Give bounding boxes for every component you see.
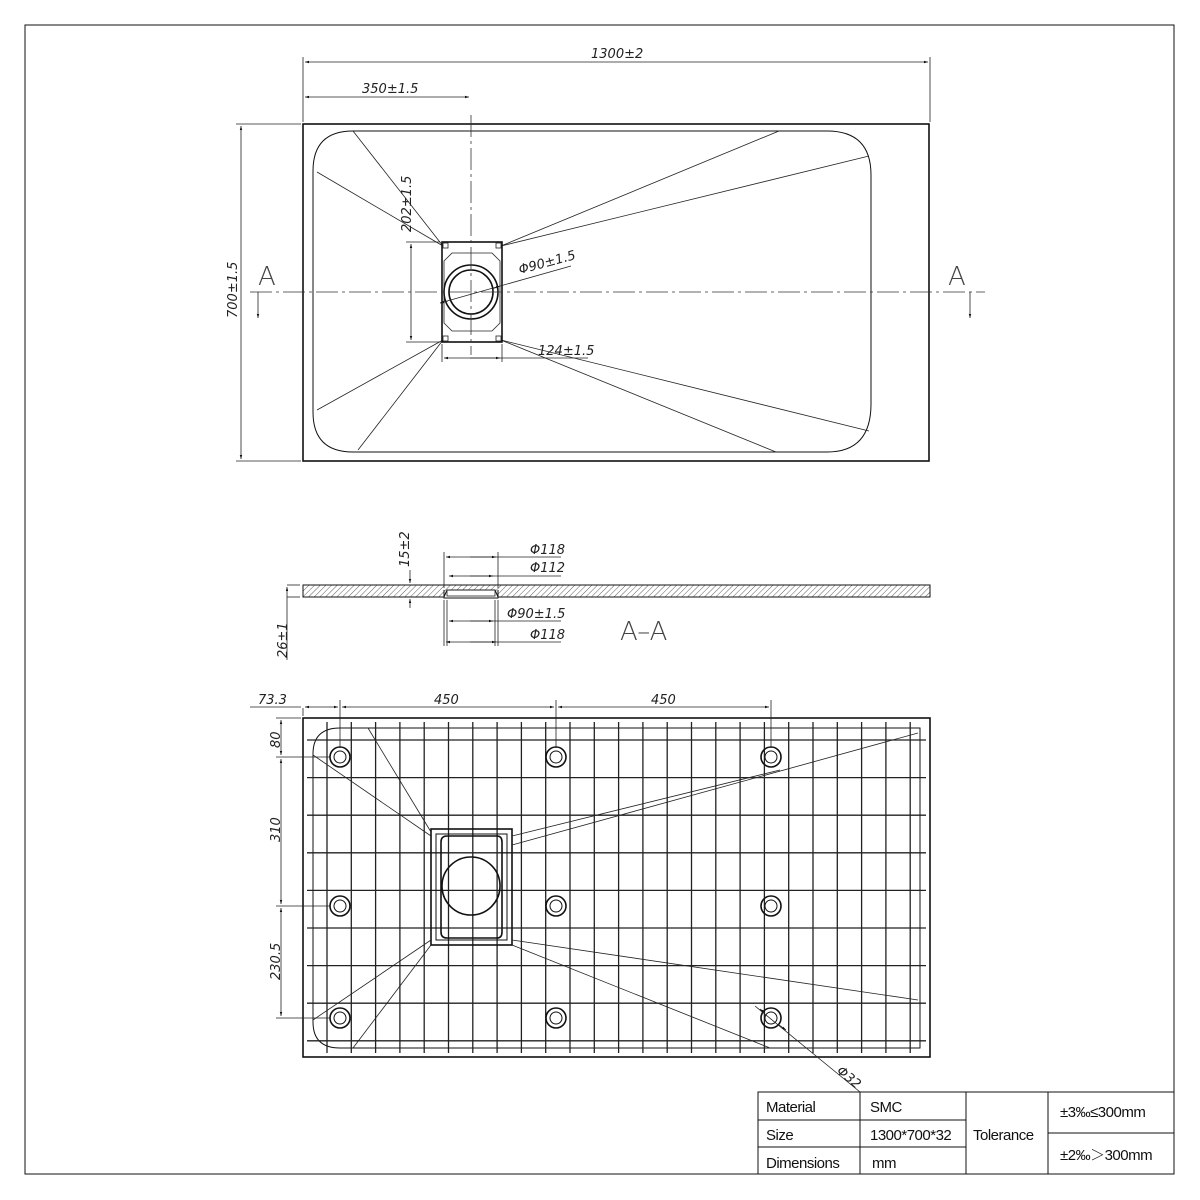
dim-row-spacing-2: 230.5	[269, 942, 284, 980]
support-foot	[546, 896, 566, 916]
dim-drain-box-width: 124±1.5	[538, 344, 595, 359]
section-mark-left: A	[258, 262, 276, 292]
size-value: 1300*700*32	[870, 1127, 952, 1144]
dim-drain-diameter: Φ90±1.5	[517, 248, 578, 278]
support-foot	[546, 747, 566, 767]
dim-width: 700±1.5	[226, 261, 241, 318]
dim-drain-diameter-section: Φ90±1.5	[507, 607, 566, 622]
dimensions-label: Dimensions	[766, 1155, 840, 1172]
bottom-outline	[303, 718, 930, 1057]
tray-section	[303, 585, 930, 597]
dim-row-spacing-1: 310	[269, 817, 284, 842]
bottom-drain-outlet	[442, 857, 500, 915]
bottom-view	[250, 693, 930, 1092]
tolerance-label: Tolerance	[973, 1127, 1034, 1144]
dim-drain-offset: 350±1.5	[362, 82, 419, 97]
support-foot	[546, 1008, 566, 1028]
section-label: A–A	[620, 617, 668, 647]
dim-edge-offset: 73.3	[258, 693, 287, 708]
dim-outer-diameter-top: Φ118	[530, 543, 566, 558]
size-label: Size	[766, 1127, 794, 1144]
tolerance-large: ±2‰＞300mm	[1060, 1147, 1153, 1164]
dim-length: 1300±2	[591, 47, 644, 62]
material-label: Material	[766, 1099, 816, 1116]
support-foot	[330, 747, 350, 767]
dim-spacing-1: 450	[434, 693, 459, 708]
section-view	[276, 531, 930, 660]
sheet-border	[25, 25, 1174, 1174]
dim-outer-diameter-bottom: Φ118	[530, 628, 566, 643]
dim-foot-diameter: Φ32	[833, 1063, 864, 1093]
dim-drain-box-height: 202±1.5	[400, 175, 415, 232]
dim-inner-diameter: Φ112	[530, 561, 566, 576]
dim-rim-height: 15±2	[398, 531, 413, 567]
rib-grid	[307, 722, 926, 1053]
title-block	[758, 1092, 1174, 1174]
dimensions-value: mm	[872, 1155, 896, 1172]
top-view	[226, 47, 985, 461]
section-mark-right: A	[948, 262, 966, 292]
dim-thickness: 26±1	[276, 622, 291, 658]
tolerance-small: ±3‰≤300mm	[1060, 1104, 1146, 1121]
tray-outline	[303, 124, 929, 461]
support-foot	[330, 1008, 350, 1028]
support-foot	[330, 896, 350, 916]
tray-inner-basin	[313, 131, 871, 452]
dim-spacing-2: 450	[651, 693, 676, 708]
material-value: SMC	[870, 1099, 902, 1116]
dim-top-offset: 80	[269, 731, 284, 748]
